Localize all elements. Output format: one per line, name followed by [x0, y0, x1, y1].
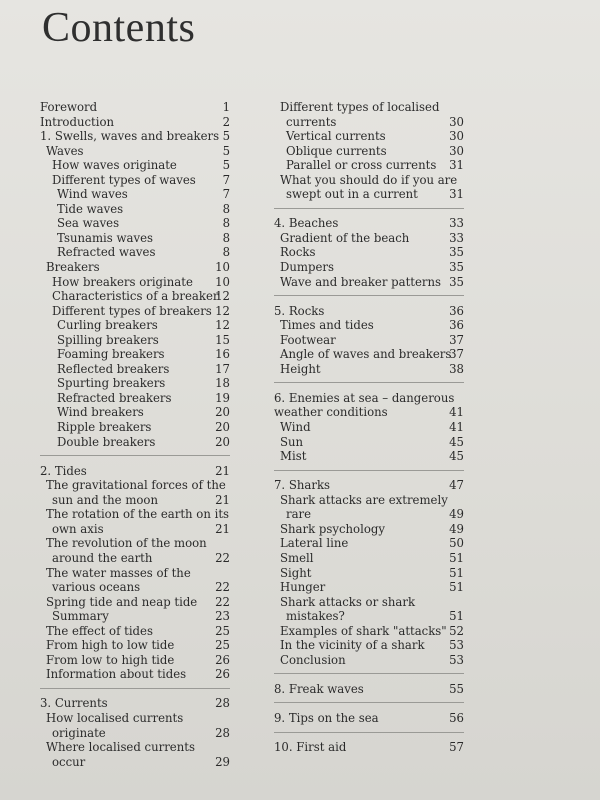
toc-entry-title: Sea waves: [57, 216, 120, 231]
toc-page-number: 20: [215, 420, 230, 435]
toc-entry-title: The gravitational forces of the: [46, 478, 226, 493]
toc-entry[interactable]: [274, 158, 464, 173]
toc-page-number: 52: [449, 623, 464, 638]
toc-entry-title: Sight: [280, 565, 312, 580]
toc-entry[interactable]: [40, 158, 230, 173]
toc-page-number: 1: [222, 100, 230, 114]
toc-page-number: 22: [215, 594, 230, 609]
toc-entry-title: The water masses of the: [46, 565, 191, 580]
toc-page-number: 33: [449, 230, 464, 245]
section-spacer: [274, 667, 464, 682]
toc-page-number: 21: [215, 521, 230, 536]
section-divider: [274, 208, 464, 209]
section-divider: [274, 732, 464, 733]
toc-entry-title: 4. Beaches: [274, 216, 339, 231]
toc-entry-title: Shark attacks or shark: [280, 594, 416, 609]
toc-entry-title: Information about tides: [46, 667, 187, 682]
toc-page-number: 10: [215, 260, 230, 275]
toc-entry-title: 7. Sharks: [274, 478, 331, 493]
toc-chapter-entry[interactable]: [40, 696, 230, 711]
toc-entry-title: swept out in a current: [286, 187, 418, 202]
toc-page-number: 16: [215, 347, 230, 362]
toc-entry-title: Gradient of the beach: [280, 230, 410, 245]
toc-page-number: 31: [449, 158, 464, 173]
toc-entry[interactable]: [40, 653, 230, 668]
toc-entry-title: around the earth: [52, 550, 153, 565]
toc-entry-title: Spurting breakers: [57, 376, 166, 391]
toc-entry[interactable]: [40, 667, 230, 682]
section-spacer: [274, 464, 464, 479]
toc-page-number: 25: [215, 638, 230, 653]
toc-page-number: 18: [215, 376, 230, 391]
toc-entry[interactable]: [40, 507, 230, 522]
toc-entry[interactable]: [40, 318, 230, 333]
toc-entry-title: Curling breakers: [57, 318, 158, 333]
toc-entry[interactable]: [40, 333, 230, 348]
toc-entry[interactable]: [40, 726, 230, 741]
toc-entry-title: 1. Swells, waves and breakers: [40, 129, 220, 144]
toc-entry[interactable]: [274, 638, 464, 653]
toc-chapter-entry[interactable]: [40, 129, 230, 144]
toc-entry[interactable]: [40, 304, 230, 319]
toc-page-number: 57: [449, 740, 464, 755]
toc-entry[interactable]: [274, 115, 464, 130]
toc-entry[interactable]: [274, 100, 464, 115]
toc-chapter-entry[interactable]: [274, 216, 464, 231]
toc-page-number: 15: [215, 332, 230, 347]
toc-entry-title: 5. Rocks: [274, 303, 325, 318]
toc-entry-title: Spilling breakers: [57, 332, 159, 347]
toc-page-number: 22: [215, 550, 230, 565]
toc-entry[interactable]: [40, 493, 230, 508]
toc-chapter-entry[interactable]: [274, 391, 464, 406]
toc-entry-title: Breakers: [46, 260, 100, 275]
toc-entry[interactable]: [274, 493, 464, 508]
toc-chapter-entry[interactable]: [274, 740, 464, 755]
toc-entry[interactable]: [274, 187, 464, 202]
toc-page-number: 17: [215, 361, 230, 376]
toc-page-number: 37: [449, 347, 464, 362]
toc-entry[interactable]: [40, 435, 230, 450]
toc-entry[interactable]: [40, 711, 230, 726]
toc-entry[interactable]: [40, 566, 230, 581]
toc-page-number: 36: [449, 303, 464, 318]
toc-page-number: 51: [449, 580, 464, 595]
section-spacer: [40, 682, 230, 697]
toc-page-number: 31: [449, 187, 464, 202]
toc-entry-title: Times and tides: [280, 318, 374, 333]
toc-page-number: 49: [449, 521, 464, 536]
toc-entry-title: Refracted waves: [57, 245, 156, 260]
toc-entry[interactable]: [40, 478, 230, 493]
page-title: Contents: [42, 5, 196, 51]
toc-entry-title: currents: [286, 114, 337, 129]
toc-entry-title: Hunger: [280, 580, 326, 595]
toc-entry[interactable]: [40, 740, 230, 755]
toc-entry[interactable]: [274, 129, 464, 144]
toc-entry-title: Wind waves: [57, 187, 128, 202]
toc-page-number: 26: [215, 667, 230, 682]
toc-entry-title: Oblique currents: [286, 143, 387, 158]
toc-entry-title: sun and the moon: [52, 492, 158, 507]
toc-page-number: 5: [222, 129, 230, 144]
toc-chapter-entry[interactable]: [274, 304, 464, 319]
toc-entry-title: What you should do if you are: [280, 172, 458, 187]
toc-entry[interactable]: [40, 362, 230, 377]
toc-entry[interactable]: [274, 420, 464, 435]
toc-page-number: 53: [449, 638, 464, 653]
toc-entry[interactable]: [274, 144, 464, 159]
toc-entry-title: Examples of shark "attacks": [280, 623, 447, 638]
toc-page-number: 36: [449, 318, 464, 333]
toc-entry-title: The revolution of the moon: [46, 536, 207, 551]
toc-entry-title: Reflected breakers: [57, 361, 170, 376]
toc-entry-title: mistakes?: [286, 609, 345, 624]
section-divider: [40, 455, 230, 456]
toc-entry[interactable]: [274, 231, 464, 246]
toc-entry-title: Foaming breakers: [57, 347, 165, 362]
toc-entry-title: Different types of waves: [52, 172, 196, 187]
toc-page-number: 55: [449, 681, 464, 696]
toc-entry-title: Characteristics of a breaker: [52, 289, 219, 304]
toc-page-number: 51: [449, 550, 464, 565]
toc-entry[interactable]: [274, 435, 464, 450]
toc-page-number: 35: [449, 245, 464, 260]
toc-page-number: 35: [449, 260, 464, 275]
toc-entry-title: Waves: [46, 143, 84, 158]
toc-entry[interactable]: [274, 580, 464, 595]
toc-entry[interactable]: [274, 536, 464, 551]
toc-page-number: 56: [449, 710, 464, 725]
toc-entry[interactable]: [40, 275, 230, 290]
toc-page-number: 37: [449, 332, 464, 347]
section-divider: [274, 673, 464, 674]
toc-entry-title: The rotation of the earth on its: [46, 507, 230, 522]
toc-entry[interactable]: [274, 449, 464, 464]
toc-entry[interactable]: [40, 522, 230, 537]
toc-entry-title: own axis: [52, 521, 104, 536]
toc-page-number: 5: [222, 158, 230, 173]
toc-page-number: 30: [449, 114, 464, 129]
toc-entry-title: Introduction: [40, 114, 115, 129]
toc-entry[interactable]: [274, 609, 464, 624]
toc-entry[interactable]: [274, 551, 464, 566]
toc-entry[interactable]: [274, 275, 464, 290]
section-spacer: [274, 376, 464, 391]
toc-entry[interactable]: [40, 755, 230, 770]
toc-page-number: 2: [222, 114, 230, 129]
toc-page-number: 35: [449, 274, 464, 289]
toc-entry-title: originate: [52, 725, 106, 740]
section-spacer: [274, 202, 464, 217]
toc-entry-title: Different types of breakers: [52, 303, 212, 318]
toc-entry-title: various oceans: [52, 580, 141, 595]
toc-entry-title: 9. Tips on the sea: [274, 710, 379, 725]
toc-entry[interactable]: [40, 609, 230, 624]
toc-entry[interactable]: [40, 187, 230, 202]
toc-page-number: 12: [215, 289, 230, 304]
toc-entry-title: Shark psychology: [280, 521, 385, 536]
section-spacer: [40, 449, 230, 464]
toc-entry-title: Sun: [280, 434, 304, 449]
toc-page-number: 29: [215, 754, 230, 769]
toc-chapter-entry[interactable]: [40, 100, 230, 115]
toc-entry-title: Ripple breakers: [57, 420, 152, 435]
toc-entry-title: From high to low tide: [46, 638, 175, 653]
toc-entry[interactable]: [274, 260, 464, 275]
toc-page-number: 53: [449, 652, 464, 667]
toc-page-number: 8: [222, 245, 230, 260]
toc-entry-title: Dumpers: [280, 260, 334, 275]
section-divider: [274, 470, 464, 471]
toc-page-number: 8: [222, 216, 230, 231]
toc-entry-title: In the vicinity of a shark: [280, 638, 425, 653]
toc-chapter-entry[interactable]: [274, 711, 464, 726]
toc-entry-title: Where localised currents: [46, 740, 195, 755]
toc-page-number: 28: [215, 725, 230, 740]
toc-entry[interactable]: [274, 624, 464, 639]
toc-chapter-entry[interactable]: [274, 405, 464, 420]
toc-entry[interactable]: [40, 202, 230, 217]
section-divider: [274, 382, 464, 383]
section-spacer: [274, 696, 464, 711]
toc-entry-title: Wind breakers: [57, 405, 144, 420]
toc-chapter-entry[interactable]: [40, 464, 230, 479]
toc-left-column: [40, 100, 230, 769]
toc-page-number: 41: [449, 405, 464, 420]
toc-entry[interactable]: [274, 595, 464, 610]
toc-entry-title: Vertical currents: [286, 129, 386, 144]
toc-page-number: 30: [449, 143, 464, 158]
toc-entry-title: Wind: [280, 420, 311, 435]
toc-page-number: 20: [215, 405, 230, 420]
toc-page-number: 38: [449, 361, 464, 376]
toc-page-number: 33: [449, 216, 464, 231]
toc-entry-title: Height: [280, 361, 321, 376]
toc-entry[interactable]: [40, 376, 230, 391]
toc-entry-title: occur: [52, 754, 86, 769]
toc-entry[interactable]: [274, 362, 464, 377]
toc-entry[interactable]: [274, 522, 464, 537]
toc-entry-title: Conclusion: [280, 652, 346, 667]
toc-entry-title: Spring tide and neap tide: [46, 594, 198, 609]
toc-entry[interactable]: [40, 173, 230, 188]
toc-page-number: 47: [449, 478, 464, 493]
toc-entry[interactable]: [40, 580, 230, 595]
toc-entry[interactable]: [274, 566, 464, 581]
toc-page-number: 12: [215, 303, 230, 318]
toc-page-number: 7: [222, 187, 230, 202]
toc-entry-title: Tide waves: [57, 201, 124, 216]
toc-entry[interactable]: [274, 653, 464, 668]
section-spacer: [274, 289, 464, 304]
toc-entry-title: Different types of localised: [280, 100, 440, 114]
toc-entry-title: Wave and breaker patterns: [280, 274, 442, 289]
toc-entry[interactable]: [274, 318, 464, 333]
section-divider: [40, 688, 230, 689]
toc-entry[interactable]: [274, 245, 464, 260]
toc-entry-title: 6. Enemies at sea – dangerous: [274, 390, 455, 405]
toc-entry-title: weather conditions: [274, 405, 388, 420]
toc-chapter-entry[interactable]: [274, 478, 464, 493]
toc-page-number: 45: [449, 434, 464, 449]
toc-entry[interactable]: [274, 173, 464, 188]
toc-entry-title: Refracted breakers: [57, 390, 172, 405]
toc-page-number: 8: [222, 201, 230, 216]
section-divider: [274, 702, 464, 703]
toc-entry-title: Rocks: [280, 245, 316, 260]
toc-entry[interactable]: [40, 405, 230, 420]
toc-entry-title: Double breakers: [57, 434, 156, 449]
toc-page-number: 41: [449, 420, 464, 435]
toc-entry-title: rare: [286, 507, 312, 522]
toc-entry[interactable]: [40, 551, 230, 566]
toc-page-number: 51: [449, 609, 464, 624]
toc-page-number: 5: [222, 143, 230, 158]
toc-entry-title: Foreword: [40, 100, 98, 114]
toc-entry[interactable]: [40, 420, 230, 435]
toc-page-number: 50: [449, 536, 464, 551]
toc-entry[interactable]: [40, 260, 230, 275]
toc-entry-title: Shark attacks are extremely: [280, 492, 448, 507]
toc-entry-title: 3. Currents: [40, 696, 108, 711]
toc-entry[interactable]: [40, 231, 230, 246]
toc-entry[interactable]: [40, 289, 230, 304]
toc-entry-title: Tsunamis waves: [57, 230, 153, 245]
toc-page-number: 23: [215, 609, 230, 624]
toc-page-number: 28: [215, 696, 230, 711]
toc-entry-title: How breakers originate: [52, 274, 193, 289]
section-spacer: [274, 726, 464, 741]
toc-entry-title: Footwear: [280, 332, 336, 347]
toc-entry-title: The effect of tides: [46, 623, 153, 638]
toc-entry-title: How waves originate: [52, 158, 177, 173]
toc-page-number: 8: [222, 230, 230, 245]
toc-page-number: 22: [215, 580, 230, 595]
toc-entry[interactable]: [40, 347, 230, 362]
toc-entry-title: Smell: [280, 550, 314, 565]
toc-entry[interactable]: [40, 216, 230, 231]
toc-chapter-entry[interactable]: [40, 115, 230, 130]
toc-entry[interactable]: [40, 536, 230, 551]
toc-page-number: 30: [449, 129, 464, 144]
toc-page-number: 21: [215, 463, 230, 478]
toc-entry-title: Lateral line: [280, 536, 349, 551]
toc-entry-title: Parallel or cross currents: [286, 158, 437, 173]
toc-page-number: 45: [449, 449, 464, 464]
toc-right-column: [274, 100, 464, 755]
toc-page-number: 19: [215, 390, 230, 405]
toc-entry[interactable]: [40, 391, 230, 406]
section-divider: [274, 295, 464, 296]
toc-chapter-entry[interactable]: [274, 682, 464, 697]
toc-entry-title: How localised currents: [46, 710, 184, 725]
toc-page-number: 25: [215, 623, 230, 638]
toc-entry-title: 10. First aid: [274, 740, 347, 755]
toc-entry[interactable]: [40, 595, 230, 610]
toc-entry[interactable]: [274, 333, 464, 348]
toc-page-number: 49: [449, 507, 464, 522]
toc-entry[interactable]: [40, 245, 230, 260]
toc-entry-title: Mist: [280, 449, 307, 464]
toc-entry[interactable]: [274, 347, 464, 362]
toc-entry[interactable]: [274, 507, 464, 522]
toc-page-number: 21: [215, 492, 230, 507]
toc-entry-title: Angle of waves and breakers: [280, 347, 452, 362]
toc-page-number: 51: [449, 565, 464, 580]
toc-page-number: 12: [215, 318, 230, 333]
toc-entry[interactable]: [40, 144, 230, 159]
toc-page-number: 7: [222, 172, 230, 187]
toc-entry-title: 8. Freak waves: [274, 681, 364, 696]
toc-page-number: 10: [215, 274, 230, 289]
toc-entry-title: 2. Tides: [40, 463, 87, 478]
toc-entry-title: Summary: [52, 609, 109, 624]
toc-entry[interactable]: [40, 638, 230, 653]
toc-page-number: 26: [215, 652, 230, 667]
toc-entry[interactable]: [40, 624, 230, 639]
toc-entry-title: From low to high tide: [46, 652, 175, 667]
toc-page-number: 20: [215, 434, 230, 449]
